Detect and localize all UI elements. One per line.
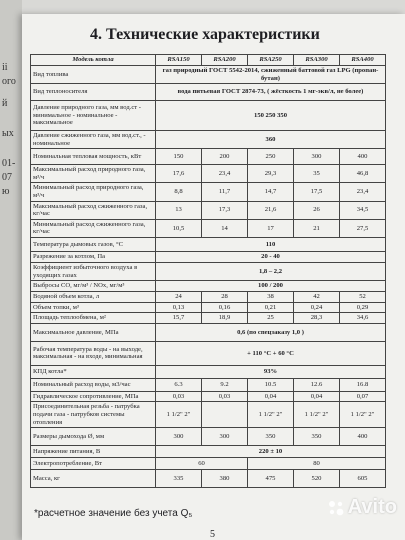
parameter-value: 17,5: [294, 183, 340, 201]
section-title: 4. Технические характеристики: [90, 26, 320, 43]
parameter-value: 0,04: [248, 391, 294, 402]
parameter-label: Электропотребление, Вт: [31, 458, 156, 470]
parameter-label: Максимальный расход сжиженного газа, кг/час: [31, 201, 156, 219]
table-row: [31, 302, 386, 313]
table-row: [31, 101, 386, 131]
parameter-label: Напряжение питания, В: [31, 446, 156, 458]
parameter-value: 605: [340, 470, 386, 488]
parameter-value: 20 - 40: [156, 251, 386, 262]
parameter-value: + 110 °С + 60 °С: [156, 341, 386, 365]
parameter-value: 17,6: [156, 165, 202, 183]
parameter-value: 26: [294, 201, 340, 219]
parameter-value: 23,4: [202, 165, 248, 183]
parameter-label: Минимальный расход сжиженного газа, кг/час: [31, 219, 156, 237]
parameter-value: 29,3: [248, 165, 294, 183]
parameter-value: 150 250 350: [156, 101, 386, 131]
parameter-value: [202, 402, 248, 428]
parameter-label: Гидравлическое сопротивление, МПа: [31, 391, 156, 402]
footnote: *расчетное значение без учета Q₅: [34, 508, 193, 519]
parameter-value: 0,16: [202, 302, 248, 313]
parameter-label: Максимальное давление, МПа: [31, 323, 156, 341]
table-row: [31, 341, 386, 365]
parameter-label: Давление сжиженного газа, мм вод.ст., - номинальное: [31, 131, 156, 149]
parameter-value: 12.6: [294, 378, 340, 391]
parameter-label: Давление природного газа, мм вод.ст - минимальное - номинальное - максимальное: [31, 101, 156, 131]
header-model: RSA200: [202, 55, 248, 66]
margin-fragment: 01-: [2, 158, 16, 169]
margin-fragment: ю: [2, 186, 10, 197]
table-row: [31, 378, 386, 391]
parameter-value: 23,4: [340, 183, 386, 201]
parameter-value: 0,6 (по спецзаказу 1,0 ): [156, 323, 386, 341]
table-row: [31, 470, 386, 488]
parameter-value: 17: [248, 219, 294, 237]
parameter-value: 1 1/2" 2": [294, 402, 340, 428]
parameter-label: Присоединительная резьба - патрубка подачи газа - патрубков системы отопления: [31, 402, 156, 428]
parameter-value: 34,5: [340, 201, 386, 219]
parameter-value: 8,8: [156, 183, 202, 201]
parameter-value: 16.8: [340, 378, 386, 391]
table-row: [31, 219, 386, 237]
parameter-label: Вид теплоносителя: [31, 84, 156, 101]
table-row: [31, 292, 386, 303]
parameter-value: 60: [156, 458, 248, 470]
margin-fragment: й: [2, 98, 8, 109]
parameter-label: Водяной объем котла, л: [31, 292, 156, 303]
parameter-value: 110: [156, 237, 386, 251]
parameter-label: Масса, кг: [31, 470, 156, 488]
parameter-value: 0,13: [156, 302, 202, 313]
parameter-value: 360: [156, 131, 386, 149]
table-row: [31, 201, 386, 219]
margin-fragment: 07: [2, 172, 12, 183]
parameter-value: 0,03: [156, 391, 202, 402]
parameter-value: 200: [202, 149, 248, 165]
parameter-value: 18,9: [202, 313, 248, 324]
table-row: [31, 365, 386, 378]
document-page: [22, 14, 405, 540]
avito-logo-icon: [327, 499, 345, 517]
margin-fragment: ого: [2, 76, 16, 87]
margin-fragment: ых: [2, 128, 14, 139]
parameter-value: 10,5: [156, 219, 202, 237]
parameter-value: 350: [294, 428, 340, 446]
parameter-value: 93%: [156, 365, 386, 378]
parameter-value: 35: [294, 165, 340, 183]
parameter-value: 14: [202, 219, 248, 237]
parameter-value: 1,8 – 2,2: [156, 262, 386, 280]
page-number: 5: [210, 529, 215, 540]
table-row: [31, 237, 386, 251]
parameter-value: 6.3: [156, 378, 202, 391]
parameter-value: 34,6: [340, 313, 386, 324]
parameter-label: Площадь теплообмена, м²: [31, 313, 156, 324]
avito-watermark: [327, 496, 397, 519]
parameter-value: 400: [340, 149, 386, 165]
table-row: [31, 149, 386, 165]
table-row: [31, 84, 386, 101]
parameter-value: 13: [156, 201, 202, 219]
header-model-label: Модель котла: [31, 55, 156, 66]
parameter-value: 38: [248, 292, 294, 303]
parameter-value: 300: [294, 149, 340, 165]
parameter-value: 28,3: [294, 313, 340, 324]
table-row: [31, 66, 386, 84]
parameter-value: 475: [248, 470, 294, 488]
parameter-label: Выбросы СО, мг/м³ / NOх, мг/м³: [31, 281, 156, 292]
parameter-label: КПД котла*: [31, 365, 156, 378]
watermark-text: Avito: [347, 496, 397, 518]
parameter-value: вода питьевая ГОСТ 2874-73, ( жёсткость 1 мг-экв/л, не более): [156, 84, 386, 101]
parameter-label: Номинальная тепловая мощность, кВт: [31, 149, 156, 165]
parameter-label: Температура дымовых газов, °С: [31, 237, 156, 251]
parameter-value: 350: [248, 428, 294, 446]
parameter-value: газ природный ГОСТ 5542-2014, сжиженный баттовой газ LPG (пропан-бутан): [156, 66, 386, 84]
parameter-value: 1 1/2" 2": [340, 402, 386, 428]
parameter-value: 250: [248, 149, 294, 165]
table-row: [31, 313, 386, 324]
parameter-value: 300: [202, 428, 248, 446]
parameter-value: 21,6: [248, 201, 294, 219]
parameter-value: 300: [156, 428, 202, 446]
parameter-value: 42: [294, 292, 340, 303]
table-row: [31, 251, 386, 262]
table-row: [31, 428, 386, 446]
parameter-label: Вид топлива: [31, 66, 156, 84]
table-row: [31, 323, 386, 341]
parameter-value: 0,21: [248, 302, 294, 313]
header-model: RSA300: [294, 55, 340, 66]
parameter-value: 0,29: [340, 302, 386, 313]
previous-page-strip: [0, 0, 22, 540]
table-row: [31, 262, 386, 280]
table-row: [31, 402, 386, 428]
parameter-value: 400: [340, 428, 386, 446]
parameter-value: 21: [294, 219, 340, 237]
parameter-value: 46,8: [340, 165, 386, 183]
specifications-table: [30, 54, 386, 488]
parameter-value: 15,7: [156, 313, 202, 324]
parameter-value: 520: [294, 470, 340, 488]
parameter-value: 0,03: [202, 391, 248, 402]
parameter-value: 100 / 200: [156, 281, 386, 292]
parameter-value: 14,7: [248, 183, 294, 201]
table-row: [31, 281, 386, 292]
parameter-value: 0,24: [294, 302, 340, 313]
table-row: [31, 458, 386, 470]
parameter-value: 0,04: [294, 391, 340, 402]
table-row: [31, 391, 386, 402]
parameter-value: 25: [248, 313, 294, 324]
parameter-label: Объем топки, м³: [31, 302, 156, 313]
parameter-value: 11,7: [202, 183, 248, 201]
parameter-label: Коэффициент избыточного воздуха в уходящих газах: [31, 262, 156, 280]
table-row: [31, 183, 386, 201]
parameter-label: Номинальный расход воды, м3/час: [31, 378, 156, 391]
parameter-value: 28: [202, 292, 248, 303]
parameter-value: 17,3: [202, 201, 248, 219]
header-model: RSA150: [156, 55, 202, 66]
header-model: RSA400: [340, 55, 386, 66]
parameter-value: 380: [202, 470, 248, 488]
parameter-label: Минимальный расход природного газа, м³/ч: [31, 183, 156, 201]
parameter-value: 24: [156, 292, 202, 303]
parameter-label: Размеры дымохода Ø, мм: [31, 428, 156, 446]
parameter-label: Рабочая температура воды - на выходе, максимальная - на входе, минимальная: [31, 341, 156, 365]
parameter-value: 10.5: [248, 378, 294, 391]
table-row: [31, 165, 386, 183]
parameter-value: 220 ± 10: [156, 446, 386, 458]
parameter-label: Максимальный расход природного газа, м³/ч: [31, 165, 156, 183]
parameter-value: 52: [340, 292, 386, 303]
parameter-value: 150: [156, 149, 202, 165]
parameter-value: 80: [248, 458, 386, 470]
table-row: [31, 131, 386, 149]
margin-fragment: ii: [2, 62, 8, 73]
parameter-value: 1 1/2" 2": [248, 402, 294, 428]
table-header-row: [31, 55, 386, 66]
parameter-label: Разрежение за котлом, Па: [31, 251, 156, 262]
parameter-value: 27,5: [340, 219, 386, 237]
table-row: [31, 446, 386, 458]
parameter-value: 0,07: [340, 391, 386, 402]
parameter-value: 9.2: [202, 378, 248, 391]
parameter-value: 1 1/2" 2": [156, 402, 202, 428]
parameter-value: 335: [156, 470, 202, 488]
header-model: RSA250: [248, 55, 294, 66]
